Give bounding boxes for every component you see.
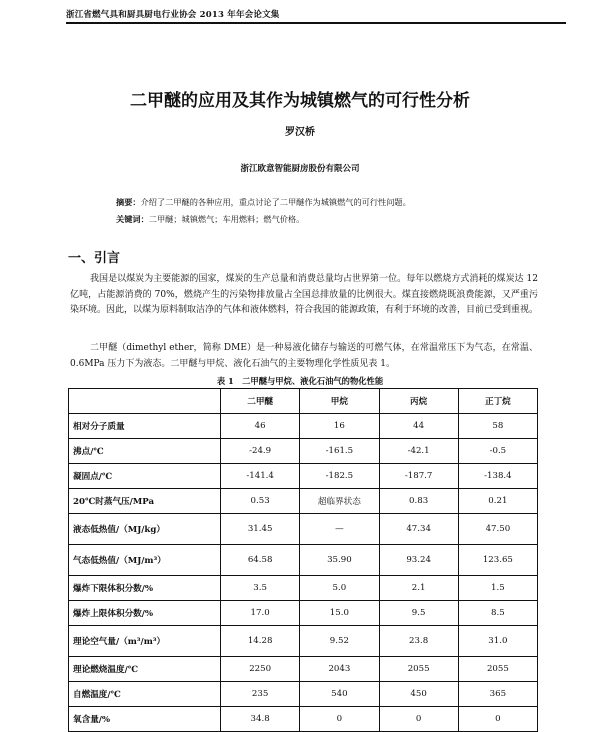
value-cell: 0.21 [458, 489, 537, 514]
table-row [69, 545, 538, 576]
value-cell: 超临界状态 [300, 489, 379, 514]
value-cell: 64.58 [221, 545, 300, 576]
properties-table [68, 388, 538, 732]
value-cell: 2055 [379, 657, 458, 682]
value-cell: 31.0 [458, 626, 537, 657]
header-cell: 甲烷 [300, 389, 379, 414]
table-row [69, 514, 538, 545]
value-cell: 47.34 [379, 514, 458, 545]
paper-title: 二甲醚的应用及其作为城镇燃气的可行性分析 [130, 91, 470, 111]
value-cell: 2250 [221, 657, 300, 682]
value-cell: 2043 [300, 657, 379, 682]
value-cell: 9.5 [379, 601, 458, 626]
table-row [69, 657, 538, 682]
value-cell: 44 [379, 414, 458, 439]
value-cell: 17.0 [221, 601, 300, 626]
value-cell: 2055 [458, 657, 537, 682]
table-row [69, 439, 538, 464]
table-body [69, 414, 538, 732]
table-row [69, 626, 538, 657]
header-cell: 二甲醚 [221, 389, 300, 414]
row-label-cell: 20℃时蒸气压/MPa [69, 489, 221, 514]
header-cell [69, 389, 221, 414]
value-cell: 14.28 [221, 626, 300, 657]
table-row [69, 576, 538, 601]
keywords-text: 二甲醚；城镇燃气；车用燃料；燃气价格。 [148, 214, 305, 224]
value-cell: 0 [458, 707, 537, 732]
row-label-cell: 理论空气量/（m³/m³） [69, 626, 221, 657]
value-cell: 3.5 [221, 576, 300, 601]
value-cell: 23.8 [379, 626, 458, 657]
table-row [69, 601, 538, 626]
value-cell: 58 [458, 414, 537, 439]
value-cell: 450 [379, 682, 458, 707]
value-cell: 0 [379, 707, 458, 732]
row-label-cell: 自燃温度/℃ [69, 682, 221, 707]
value-cell: -182.5 [300, 464, 379, 489]
paragraph-dme: 二甲醚（dimethyl ether，简称 DME）是一种易液化储存与输送的可燃气体，在常温常压下为气态，在常温、0.6MPa 压力下为液态。二甲醚与甲烷、液化石油气的主要物理化学性质见表 1。 [70, 343, 538, 369]
keywords-line [116, 211, 536, 228]
value-cell: 0.53 [221, 489, 300, 514]
header-cell: 正丁烷 [458, 389, 537, 414]
table-row [69, 464, 538, 489]
paragraph-intro: 我国是以煤炭为主要能源的国家，煤炭的生产总量和消费总量均占世界第一位。每年以燃烧方式消耗的煤炭达 12 亿吨，占能源消费的 70%，燃烧产生的污染物排放量占全国总排放量的比例很大。煤直接燃烧既浪费能源，又严重污染环境。因此，以煤为原料制取洁净的气体和液体燃料，符合我国的能源政策，有利于环境的改善，目前已受到重视。 [70, 274, 539, 315]
section-heading: 一、引言 [68, 251, 121, 266]
value-cell: 46 [221, 414, 300, 439]
value-cell: 16 [300, 414, 379, 439]
table-caption: 表 1 二甲醚与甲烷、液化石油气的物化性能 [216, 376, 384, 386]
value-cell: -138.4 [458, 464, 537, 489]
value-cell: 93.24 [379, 545, 458, 576]
abstract-text: 介绍了二甲醚的各种应用，重点讨论了二甲醚作为城镇燃气的可行性问题。 [140, 197, 411, 207]
value-cell: 31.45 [221, 514, 300, 545]
affiliation: 浙江欧意智能厨房股份有限公司 [240, 164, 360, 174]
row-label-cell: 凝固点/℃ [69, 464, 221, 489]
value-cell: 34.8 [221, 707, 300, 732]
row-label-cell: 液态低热值/（MJ/kg） [69, 514, 221, 545]
value-cell: 235 [221, 682, 300, 707]
value-cell: 9.52 [300, 626, 379, 657]
table-row [69, 414, 538, 439]
value-cell: 5.0 [300, 576, 379, 601]
value-cell: 0.83 [379, 489, 458, 514]
value-cell: 540 [300, 682, 379, 707]
value-cell: -161.5 [300, 439, 379, 464]
abstract-block [116, 194, 536, 228]
value-cell: -24.9 [221, 439, 300, 464]
table-row [69, 707, 538, 732]
value-cell: 365 [458, 682, 537, 707]
value-cell: -141.4 [221, 464, 300, 489]
row-label-cell: 氧含量/% [69, 707, 221, 732]
value-cell: 0 [300, 707, 379, 732]
value-cell: -0.5 [458, 439, 537, 464]
value-cell: -187.7 [379, 464, 458, 489]
value-cell: 15.0 [300, 601, 379, 626]
running-header: 浙江省燃气具和厨具厨电行业协会 2013 年年会论文集 [66, 8, 566, 24]
keywords-label: 关键词： [116, 214, 149, 224]
row-label-cell: 相对分子质量 [69, 414, 221, 439]
row-label-cell: 沸点/℃ [69, 439, 221, 464]
table-header-row [69, 389, 538, 414]
row-label-cell: 气态低热值/（MJ/m³） [69, 545, 221, 576]
row-label-cell: 理论燃烧温度/℃ [69, 657, 221, 682]
value-cell: -42.1 [379, 439, 458, 464]
author-name: 罗汉桥 [285, 127, 315, 138]
header-cell: 丙烷 [379, 389, 458, 414]
value-cell: 47.50 [458, 514, 537, 545]
value-cell: 1.5 [458, 576, 537, 601]
table-row [69, 489, 538, 514]
value-cell: — [300, 514, 379, 545]
value-cell: 123.65 [458, 545, 537, 576]
row-label-cell: 爆炸上限体积分数/% [69, 601, 221, 626]
abstract-line [116, 194, 536, 211]
row-label-cell: 爆炸下限体积分数/% [69, 576, 221, 601]
abstract-label: 摘要： [116, 197, 141, 207]
value-cell: 8.5 [458, 601, 537, 626]
value-cell: 2.1 [379, 576, 458, 601]
table-row [69, 682, 538, 707]
value-cell: 35.90 [300, 545, 379, 576]
